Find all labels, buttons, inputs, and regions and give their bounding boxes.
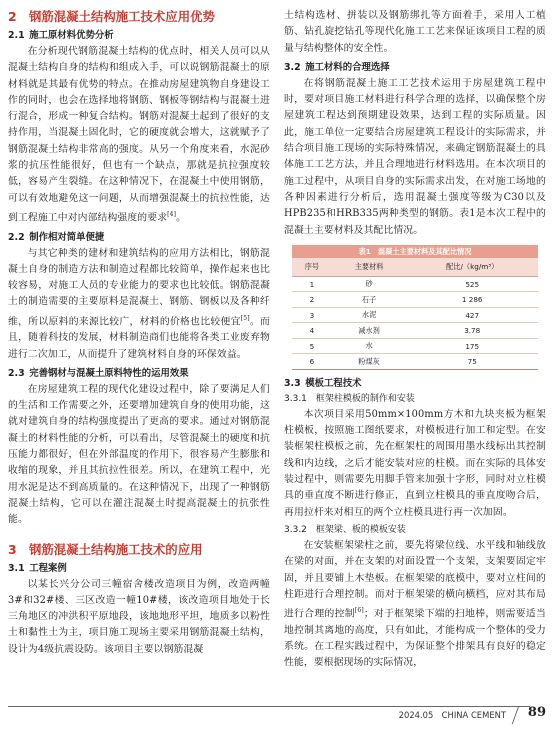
table-row (292, 307, 538, 323)
table-title: 表1 混凝土主要材料及其配比情况 (292, 245, 538, 258)
table-cell: 粉煤灰 (332, 354, 407, 370)
table-cell: 减水剂 (332, 323, 407, 339)
paragraph-text: ；对于框架梁下端的扫地棒，则需要适当地控制其离地的高度，只有如此，才能构成一个整体的受力系统。在工程实践过程中，为保证整个排架具有良好的稳定性能，要根据现场的实际情况， (284, 608, 546, 669)
table-header-cell: 序号 (292, 258, 332, 277)
table-cell: 3 (292, 307, 332, 323)
paragraph-text: 。 (176, 212, 187, 224)
section-title: 模板工程技术 (305, 377, 362, 389)
table-row (292, 354, 538, 370)
section-title: 施工材料的合理选择 (305, 61, 390, 73)
paragraph-text: 与其它种类的建材和建筑结构的应用方法相比，钢筋混凝土自身的制造方法和制造过程都比较简单，操作起来也比较容易，对施工人员的专业能力的要求也比较低。钢筋混凝土的制造需要的主要原料是混凝土、钢筋、钢板以及各种纤维，所以原料的来源比较广，材料的价格也比较便宜 (8, 247, 270, 327)
paragraph (284, 538, 546, 672)
citation: [6] (354, 607, 364, 615)
table-header-row (292, 258, 538, 277)
section-number: 2.2 (8, 231, 25, 243)
page-footer (0, 700, 556, 730)
section-title: 制作相对简单便捷 (29, 231, 105, 243)
paragraph: 以某长兴分公司三幢宿舍楼改造项目为例，改造两幢3#和32#楼、三区改造一幢10#楼，该改造项目地处于长三角地区的冲洪积平原地段，该地地形平坦，地质多以粉性土和黏性土为主，项目施工现场主要采用钢筋混凝土结构，设计为4级抗震设防。该项目主要以钢筋混凝 (8, 578, 270, 655)
table-cell: 2 (292, 292, 332, 308)
section-number: 2.1 (8, 30, 25, 41)
section-2-heading: 2 钢筋混凝土结构施工技术应用优势 (8, 9, 215, 24)
table-row (292, 292, 538, 308)
section-2-2-heading (8, 230, 270, 245)
paragraph: 在将钢筋混凝土施工工艺技术运用于房屋建筑工程中时，要对项目施工材料进行科学合理的选择，以确保整个房屋建筑工程达到预期建设效果，达到工程的实际质量。因此，施工单位一定要结合房屋建筑工程设计的实际需求，并结合项目施工现场的实际特殊情况，来确定钢筋混凝土的具体施工工艺方法，并且合理地进行材料选用。在本次项目的施工过程中，从项目自身的实际需求出发，在对施工场地的各种因素进行分析后，选用混凝土强度等级为C30以及HPB235和HRB335两种类型的钢筋。表1是本次工程中的混凝土主要材料及其配比情况。 (284, 77, 546, 236)
page-number: 89 (527, 705, 546, 720)
section-number: 2.3 (8, 367, 25, 379)
paragraph: 本次项目采用50mm×100mm方木和九块夹板为框架柱模板，按照施工图纸要求，对模板进行加工和定型。在安装框架柱模板之前，先在框架柱的周围用墨水线标出其控制线和内边线，之后才能安装对应的柱模。而在实际的具体安装过程中，则需要先用脚手管来加强十字形，同时对立柱模具的垂直度不断进行修正，直到立柱模具的垂直度吻合后，再用拉杆来对相互的两个立柱模具进行再一次加固。 (284, 408, 546, 518)
section-3-2-heading (284, 60, 546, 75)
table-cell: 3.78 (406, 323, 538, 339)
section-title: 施工原材料优势分析 (29, 30, 114, 41)
table-cell: 水泥 (332, 307, 407, 323)
section-number: 3.1 (8, 562, 25, 574)
paragraph-text: 在安装框架梁柱之前，要先将梁位线、水平线和轴线放在梁的对面，并在支架的对面设置一个支架，支架要固定牢固，并且要铺上木垫板。在框架梁的底模中，要对立柱间的柱距进行合理控制。而对于框架梁的横向横档，应对其布局进行合理的控制 (284, 539, 546, 620)
paragraph-text: 在分析现代钢筋混凝土结构的优点时，相关人员可以从混凝土结构自身的结构和组成入手，可以说钢筋混凝土的原材料就是其最有优势的特点。在推动房屋建筑物自身建设工作的同时，也会在选择地将钢筋、钢板等钢结构与混凝土进行混合，形成一种复合结构。钢筋对混凝土起到了很好的支持作用，当混凝土固化时，它的硬度就会增大，这就赋予了钢筋混凝土结构非常高的强度。从另一个角度来看，水泥砂浆的抗压性能很好，但也有一个缺点，那就是抗拉强度较低，容易产生裂缝。在这种情况下，在混凝土中使用钢筋，可以有效地避免这一问题，从而增强混凝土的抗拉性能，达到工程施工中对内部结构强度的要求 (8, 46, 270, 224)
table (292, 258, 538, 370)
paragraph: 土结构选材、拼装以及钢筋绑扎等方面着手，采用人工植筋、钻孔旋挖钻孔等现代化施工工艺来保证该项目工程的质量与结构整体的安全性。 (284, 10, 546, 54)
table-cell: 427 (406, 307, 538, 323)
journal-issue: 2024.05 CHINA CEMENT (398, 710, 506, 720)
section-3-heading: 3 钢筋混凝土结构施工技术的应用 (8, 541, 203, 557)
table-cell: 175 (406, 338, 538, 354)
table-cell: 525 (406, 276, 538, 292)
section-title: 工程案例 (29, 562, 67, 574)
paragraph (8, 246, 270, 363)
table-cell: 4 (292, 323, 332, 339)
paragraph (8, 44, 270, 227)
table-row (292, 276, 538, 292)
table-cell: 1 286 (406, 292, 538, 308)
paragraph-text: 。而且，随着科技的发展，材料制造商们也能将各类工业废弃物进行二次加工，从而提升了建筑材料自身的环保效益。 (8, 315, 270, 360)
section-2-3-heading (8, 366, 270, 381)
section-3-1-heading (8, 561, 270, 576)
section-2-1-heading (8, 28, 270, 43)
section-3-3-2-heading: 3.3.2 框架梁、板的模板安装 (284, 524, 406, 535)
table-cell: 砂 (332, 276, 407, 292)
table-cell: 1 (292, 276, 332, 292)
section-title: 完善钢材与混凝土原料特性的运用效果 (29, 367, 189, 379)
citation: [5] (240, 314, 250, 322)
paragraph: 在房屋建筑工程的现代化建设过程中，除了要满足人们的生活和工作需要之外，还要增加建筑自身的使用功能，这就对建筑自身的结构强度提出了更高的要求。通过对钢筋混凝土的材料性能的分析，可以看出，尽管混凝土的硬度和抗压能力都很好，但在外部温度的作用下，很容易产生膨胀和收缩的现象，并且其抗拉性很差。所以，在建筑工程中，光用水泥是达不到高质量的。在这种情况下，出现了一种钢筋混凝土结构，它可以在灌注混凝土时提高混凝土的抗张性能。 (8, 383, 270, 526)
footer-divider (512, 706, 520, 724)
left-column (8, 8, 270, 658)
section-number: 3.2 (284, 61, 301, 73)
table-cell: 石子 (332, 292, 407, 308)
materials-table (292, 245, 538, 370)
table-cell: 5 (292, 338, 332, 354)
section-number: 3.3 (284, 377, 301, 389)
table-row (292, 338, 538, 354)
table-cell: 6 (292, 354, 332, 370)
citation: [4] (167, 210, 177, 218)
right-column (284, 8, 546, 672)
section-3-3-heading (284, 376, 546, 391)
section-3-3-1-heading: 3.3.1 框架柱模板的制作和安装 (284, 393, 415, 404)
footer-rule (8, 706, 530, 707)
table-header-cell: 主要材料 (332, 258, 407, 277)
table-header-cell: 配比/（kg/m³） (406, 258, 538, 277)
table-row (292, 323, 538, 339)
table-cell: 水 (332, 338, 407, 354)
table-cell: 75 (406, 354, 538, 370)
